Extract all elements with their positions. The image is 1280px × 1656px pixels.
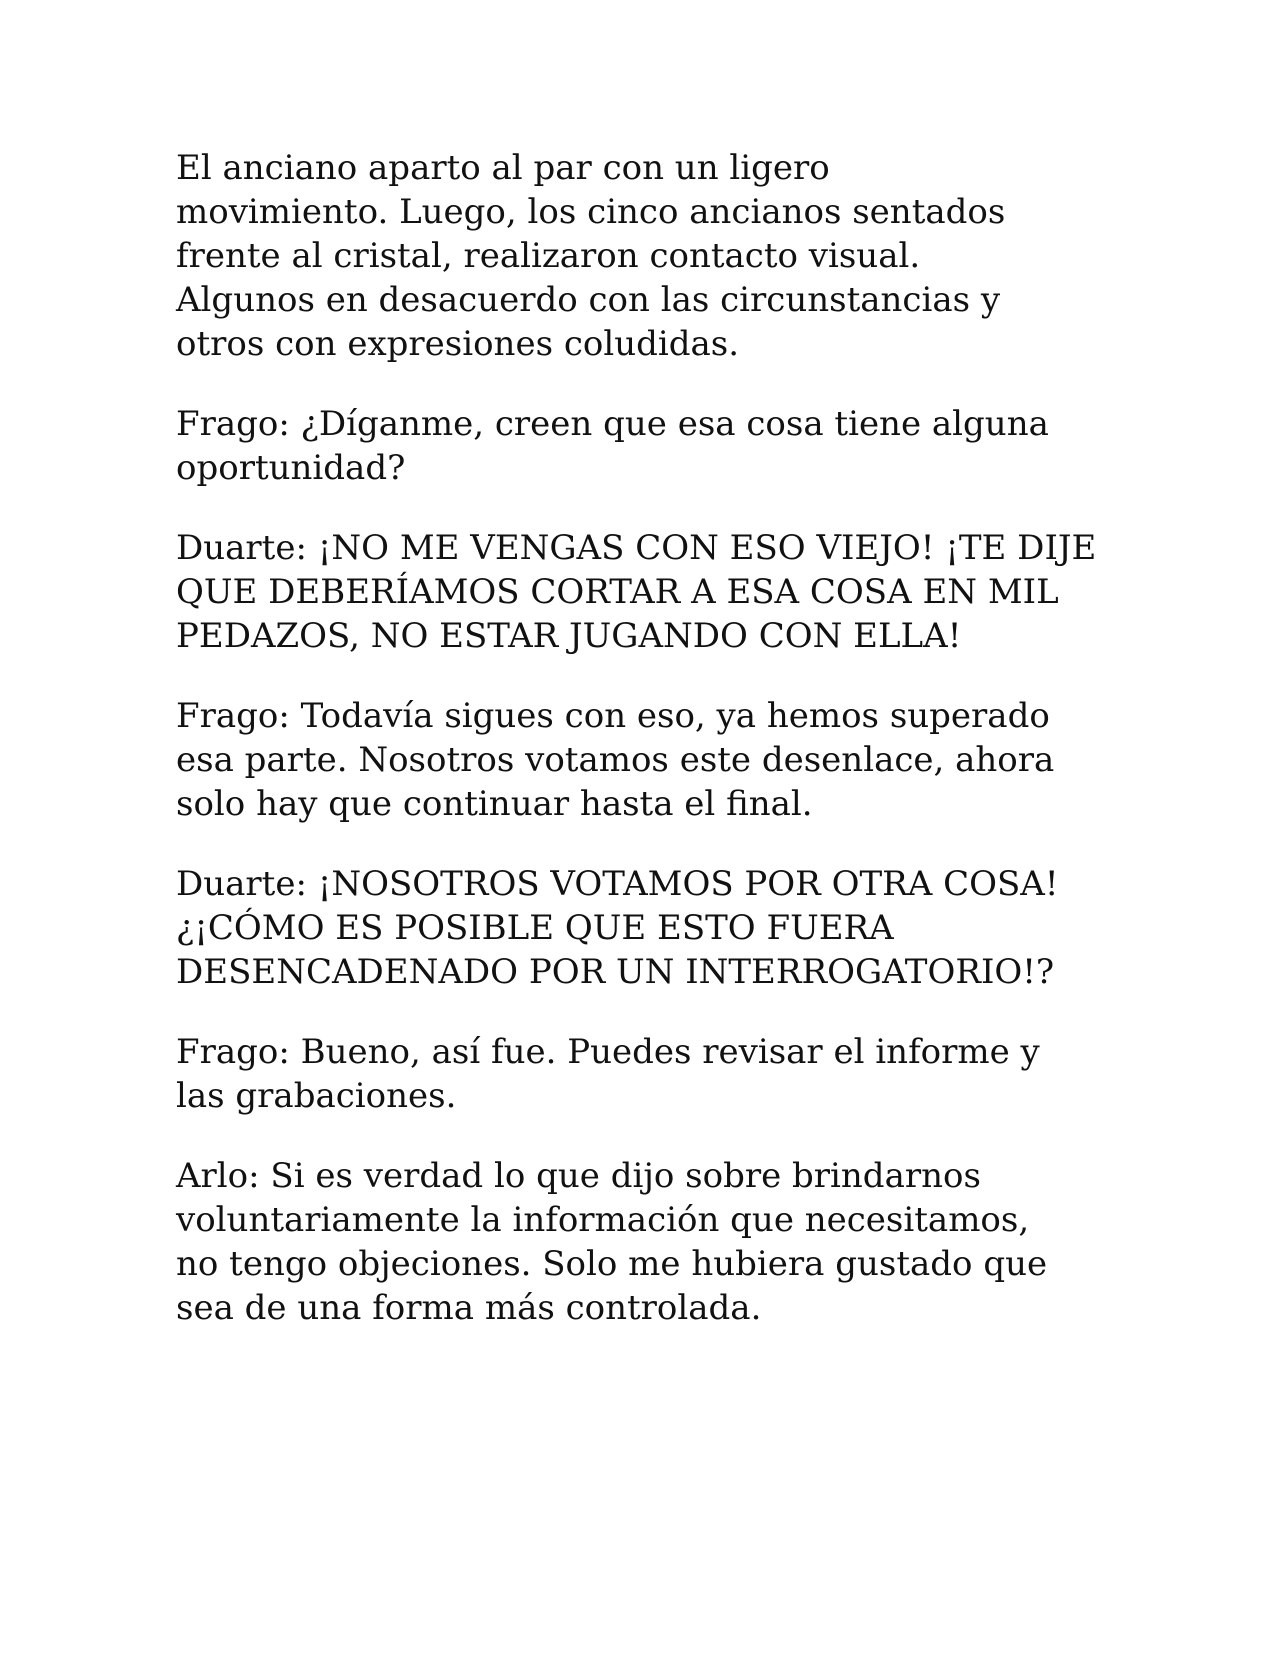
text-line: Algunos en desacuerdo con las circunstancias y: [176, 280, 1001, 320]
text-line: Frago: ¿Díganme, creen que esa cosa tiene alguna: [176, 404, 1049, 444]
text-line: Frago: Bueno, así fue. Puedes revisar el informe y: [176, 1032, 1040, 1072]
text-line: DESENCADENADO POR UN INTERROGATORIO!?: [176, 952, 1055, 992]
text-line: Frago: Todavía sigues con eso, ya hemos superado: [176, 696, 1050, 736]
text-body: [176, 146, 1136, 1366]
text-line: El anciano aparto al par con un ligero: [176, 148, 830, 188]
text-line: no tengo objeciones. Solo me hubiera gustado que: [176, 1244, 1048, 1284]
paragraph-dialogue-duarte-1: [176, 526, 1136, 658]
paragraph-narration: [176, 146, 1136, 366]
paragraph-dialogue-frago-2: [176, 694, 1136, 826]
text-line: oportunidad?: [176, 448, 406, 488]
text-line: voluntariamente la información que necesitamos,: [176, 1200, 1030, 1240]
text-line: las grabaciones.: [176, 1076, 457, 1116]
text-line: frente al cristal, realizaron contacto visual.: [176, 236, 921, 276]
text-line: otros con expresiones coludidas.: [176, 324, 740, 364]
text-line: esa parte. Nosotros votamos este desenlace, ahora: [176, 740, 1055, 780]
text-line: movimiento. Luego, los cinco ancianos sentados: [176, 192, 1006, 232]
paragraph-dialogue-duarte-2: [176, 862, 1136, 994]
text-line: QUE DEBERÍAMOS CORTAR A ESA COSA EN MIL: [176, 572, 1059, 612]
paragraph-dialogue-arlo-1: [176, 1154, 1136, 1330]
text-line: sea de una forma más controlada.: [176, 1288, 762, 1328]
paragraph-dialogue-frago-3: [176, 1030, 1136, 1118]
text-line: Arlo: Si es verdad lo que dijo sobre brindarnos: [176, 1156, 981, 1196]
text-line: ¿¡CÓMO ES POSIBLE QUE ESTO FUERA: [176, 908, 894, 948]
text-line: Duarte: ¡NOSOTROS VOTAMOS POR OTRA COSA!: [176, 864, 1059, 904]
text-line: Duarte: ¡NO ME VENGAS CON ESO VIEJO! ¡TE DIJE: [176, 528, 1097, 568]
paragraph-dialogue-frago-1: [176, 402, 1136, 490]
text-line: solo hay que continuar hasta el final.: [176, 784, 813, 824]
text-line: PEDAZOS, NO ESTAR JUGANDO CON ELLA!: [176, 616, 962, 656]
